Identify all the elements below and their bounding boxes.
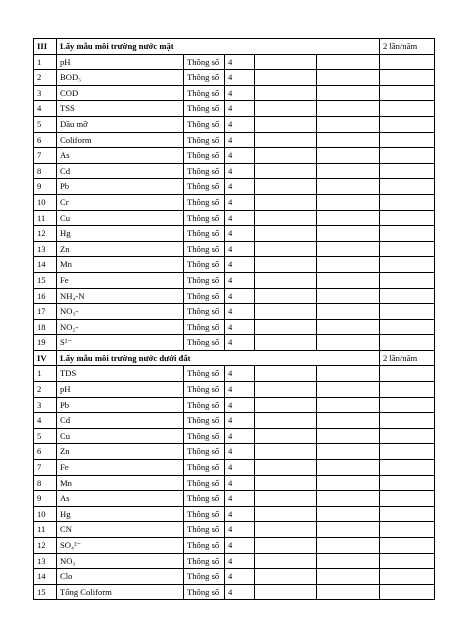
row-number: 7 <box>34 148 57 164</box>
empty-cell <box>317 444 380 460</box>
empty-cell <box>380 506 435 522</box>
empty-cell <box>317 522 380 538</box>
row-number: 5 <box>34 116 57 132</box>
table-row <box>34 288 435 304</box>
empty-cell <box>380 272 435 288</box>
empty-cell <box>255 210 317 226</box>
empty-cell <box>317 85 380 101</box>
quantity-cell: 4 <box>225 569 255 585</box>
empty-cell <box>255 553 317 569</box>
empty-cell <box>317 163 380 179</box>
row-number: 5 <box>34 428 57 444</box>
quantity-cell: 4 <box>225 210 255 226</box>
empty-cell <box>317 569 380 585</box>
parameter-name: Cu <box>57 210 184 226</box>
row-number: 18 <box>34 319 57 335</box>
empty-cell <box>255 179 317 195</box>
table-row <box>34 163 435 179</box>
row-number: 14 <box>34 569 57 585</box>
row-number: 11 <box>34 522 57 538</box>
unit-cell: Thông số <box>184 226 225 242</box>
empty-cell <box>380 491 435 507</box>
row-number: 3 <box>34 397 57 413</box>
table-row <box>34 413 435 429</box>
quantity-cell: 4 <box>225 506 255 522</box>
table-row <box>34 491 435 507</box>
quantity-cell: 4 <box>225 319 255 335</box>
empty-cell <box>380 226 435 242</box>
empty-cell <box>255 101 317 117</box>
unit-cell: Thông số <box>184 272 225 288</box>
quantity-cell: 4 <box>225 444 255 460</box>
unit-cell: Thông số <box>184 101 225 117</box>
empty-cell <box>255 70 317 86</box>
row-number: 2 <box>34 382 57 398</box>
table-row <box>34 397 435 413</box>
empty-cell <box>317 382 380 398</box>
empty-cell <box>380 428 435 444</box>
empty-cell <box>255 506 317 522</box>
quantity-cell: 4 <box>225 148 255 164</box>
parameter-name: NH₄-N <box>57 288 184 304</box>
unit-cell: Thông số <box>184 460 225 476</box>
empty-cell <box>317 366 380 382</box>
empty-cell <box>317 475 380 491</box>
empty-cell <box>380 413 435 429</box>
unit-cell: Thông số <box>184 288 225 304</box>
empty-cell <box>317 257 380 273</box>
parameter-name: Hg <box>57 506 184 522</box>
empty-cell <box>380 584 435 600</box>
quantity-cell: 4 <box>225 132 255 148</box>
row-number: 3 <box>34 85 57 101</box>
empty-cell <box>255 584 317 600</box>
row-number: 6 <box>34 444 57 460</box>
section-title: Lấy mẫu môi trường nước mặt <box>57 39 380 55</box>
row-number: 1 <box>34 366 57 382</box>
empty-cell <box>380 257 435 273</box>
unit-cell: Thông số <box>184 491 225 507</box>
table-row <box>34 428 435 444</box>
empty-cell <box>255 569 317 585</box>
empty-cell <box>255 148 317 164</box>
row-number: 7 <box>34 460 57 476</box>
unit-cell: Thông số <box>184 116 225 132</box>
unit-cell: Thông số <box>184 179 225 195</box>
row-number: 12 <box>34 538 57 554</box>
unit-cell: Thông số <box>184 584 225 600</box>
empty-cell <box>255 366 317 382</box>
row-number: 15 <box>34 272 57 288</box>
quantity-cell: 4 <box>225 179 255 195</box>
table-row <box>34 85 435 101</box>
table-row <box>34 366 435 382</box>
quantity-cell: 4 <box>225 101 255 117</box>
row-number: 4 <box>34 101 57 117</box>
row-number: 10 <box>34 194 57 210</box>
parameter-name: pH <box>57 54 184 70</box>
row-number: 16 <box>34 288 57 304</box>
parameter-name: Fe <box>57 272 184 288</box>
parameter-name: Pb <box>57 397 184 413</box>
section-number: IV <box>34 350 57 366</box>
table-row <box>34 272 435 288</box>
parameter-name: Hg <box>57 226 184 242</box>
table-row <box>34 382 435 398</box>
table-row <box>34 101 435 117</box>
unit-cell: Thông số <box>184 382 225 398</box>
empty-cell <box>317 116 380 132</box>
empty-cell <box>255 226 317 242</box>
parameter-name: pH <box>57 382 184 398</box>
empty-cell <box>380 304 435 320</box>
empty-cell <box>317 241 380 257</box>
section-number: III <box>34 39 57 55</box>
parameter-name: NO₂- <box>57 319 184 335</box>
parameter-name: Zn <box>57 241 184 257</box>
table-row <box>34 226 435 242</box>
empty-cell <box>380 553 435 569</box>
quantity-cell: 4 <box>225 304 255 320</box>
table-row <box>34 475 435 491</box>
empty-cell <box>380 397 435 413</box>
row-number: 8 <box>34 163 57 179</box>
empty-cell <box>380 241 435 257</box>
table-row <box>34 70 435 86</box>
unit-cell: Thông số <box>184 194 225 210</box>
quantity-cell: 4 <box>225 460 255 476</box>
table-row <box>34 584 435 600</box>
quantity-cell: 4 <box>225 538 255 554</box>
unit-cell: Thông số <box>184 54 225 70</box>
unit-cell: Thông số <box>184 538 225 554</box>
row-number: 11 <box>34 210 57 226</box>
empty-cell <box>317 101 380 117</box>
empty-cell <box>380 148 435 164</box>
table-row <box>34 54 435 70</box>
parameter-name: NO₃ <box>57 553 184 569</box>
row-number: 19 <box>34 335 57 351</box>
table-row <box>34 522 435 538</box>
empty-cell <box>317 397 380 413</box>
empty-cell <box>380 132 435 148</box>
unit-cell: Thông số <box>184 366 225 382</box>
table-row <box>34 569 435 585</box>
unit-cell: Thông số <box>184 132 225 148</box>
empty-cell <box>380 475 435 491</box>
table-row <box>34 538 435 554</box>
quantity-cell: 4 <box>225 475 255 491</box>
empty-cell <box>317 194 380 210</box>
empty-cell <box>380 210 435 226</box>
empty-cell <box>380 116 435 132</box>
parameter-name: S²⁻ <box>57 335 184 351</box>
unit-cell: Thông số <box>184 522 225 538</box>
row-number: 9 <box>34 491 57 507</box>
monitoring-table <box>33 38 435 600</box>
empty-cell <box>317 54 380 70</box>
table-row <box>34 257 435 273</box>
empty-cell <box>317 335 380 351</box>
quantity-cell: 4 <box>225 194 255 210</box>
empty-cell <box>380 54 435 70</box>
quantity-cell: 4 <box>225 584 255 600</box>
empty-cell <box>380 335 435 351</box>
empty-cell <box>380 163 435 179</box>
empty-cell <box>380 179 435 195</box>
empty-cell <box>255 538 317 554</box>
unit-cell: Thông số <box>184 428 225 444</box>
empty-cell <box>380 538 435 554</box>
empty-cell <box>317 428 380 444</box>
empty-cell <box>255 475 317 491</box>
table-row <box>34 460 435 476</box>
parameter-name: Tổng Coliform <box>57 584 184 600</box>
empty-cell <box>317 210 380 226</box>
empty-cell <box>255 288 317 304</box>
empty-cell <box>255 335 317 351</box>
parameter-name: CN <box>57 522 184 538</box>
empty-cell <box>317 553 380 569</box>
parameter-name: Clo <box>57 569 184 585</box>
table-row <box>34 506 435 522</box>
row-number: 6 <box>34 132 57 148</box>
empty-cell <box>255 428 317 444</box>
table-row <box>34 116 435 132</box>
quantity-cell: 4 <box>225 366 255 382</box>
quantity-cell: 4 <box>225 397 255 413</box>
parameter-name: BOD₅ <box>57 70 184 86</box>
unit-cell: Thông số <box>184 304 225 320</box>
empty-cell <box>380 319 435 335</box>
empty-cell <box>255 132 317 148</box>
empty-cell <box>317 538 380 554</box>
empty-cell <box>255 460 317 476</box>
unit-cell: Thông số <box>184 553 225 569</box>
empty-cell <box>317 413 380 429</box>
empty-cell <box>317 304 380 320</box>
empty-cell <box>255 397 317 413</box>
row-number: 9 <box>34 179 57 195</box>
parameter-name: TDS <box>57 366 184 382</box>
empty-cell <box>255 272 317 288</box>
table-row <box>34 335 435 351</box>
parameter-name: COD <box>57 85 184 101</box>
empty-cell <box>317 132 380 148</box>
quantity-cell: 4 <box>225 226 255 242</box>
unit-cell: Thông số <box>184 257 225 273</box>
table-row <box>34 319 435 335</box>
quantity-cell: 4 <box>225 70 255 86</box>
empty-cell <box>255 163 317 179</box>
unit-cell: Thông số <box>184 444 225 460</box>
empty-cell <box>255 85 317 101</box>
row-number: 13 <box>34 241 57 257</box>
quantity-cell: 4 <box>225 522 255 538</box>
empty-cell <box>255 304 317 320</box>
empty-cell <box>380 194 435 210</box>
empty-cell <box>317 319 380 335</box>
unit-cell: Thông số <box>184 319 225 335</box>
quantity-cell: 4 <box>225 85 255 101</box>
empty-cell <box>317 226 380 242</box>
table-row <box>34 304 435 320</box>
empty-cell <box>255 54 317 70</box>
empty-cell <box>255 257 317 273</box>
table-row <box>34 132 435 148</box>
parameter-name: Coliform <box>57 132 184 148</box>
unit-cell: Thông số <box>184 241 225 257</box>
section-header-row <box>34 39 435 55</box>
unit-cell: Thông số <box>184 506 225 522</box>
empty-cell <box>317 491 380 507</box>
empty-cell <box>317 70 380 86</box>
row-number: 14 <box>34 257 57 273</box>
empty-cell <box>380 522 435 538</box>
parameter-name: NO₃- <box>57 304 184 320</box>
unit-cell: Thông số <box>184 569 225 585</box>
parameter-name: Cr <box>57 194 184 210</box>
parameter-name: Dầu mỡ <box>57 116 184 132</box>
table-row <box>34 179 435 195</box>
parameter-name: Pb <box>57 179 184 195</box>
row-number: 8 <box>34 475 57 491</box>
quantity-cell: 4 <box>225 413 255 429</box>
parameter-name: Cd <box>57 163 184 179</box>
empty-cell <box>255 116 317 132</box>
empty-cell <box>317 506 380 522</box>
quantity-cell: 4 <box>225 116 255 132</box>
quantity-cell: 4 <box>225 491 255 507</box>
empty-cell <box>255 319 317 335</box>
empty-cell <box>255 444 317 460</box>
unit-cell: Thông số <box>184 210 225 226</box>
quantity-cell: 4 <box>225 272 255 288</box>
unit-cell: Thông số <box>184 335 225 351</box>
empty-cell <box>317 584 380 600</box>
empty-cell <box>317 272 380 288</box>
unit-cell: Thông số <box>184 475 225 491</box>
row-number: 10 <box>34 506 57 522</box>
empty-cell <box>380 382 435 398</box>
quantity-cell: 4 <box>225 382 255 398</box>
empty-cell <box>255 491 317 507</box>
empty-cell <box>317 288 380 304</box>
table-row <box>34 241 435 257</box>
empty-cell <box>317 148 380 164</box>
quantity-cell: 4 <box>225 553 255 569</box>
unit-cell: Thông số <box>184 148 225 164</box>
parameter-name: Cu <box>57 428 184 444</box>
empty-cell <box>380 569 435 585</box>
unit-cell: Thông số <box>184 163 225 179</box>
parameter-name: As <box>57 491 184 507</box>
parameter-name: As <box>57 148 184 164</box>
parameter-name: Zn <box>57 444 184 460</box>
quantity-cell: 4 <box>225 257 255 273</box>
quantity-cell: 4 <box>225 241 255 257</box>
unit-cell: Thông số <box>184 413 225 429</box>
empty-cell <box>255 194 317 210</box>
section-frequency: 2 lần/năm <box>380 350 435 366</box>
section-header-row <box>34 350 435 366</box>
table-row <box>34 553 435 569</box>
parameter-name: SO₄²⁻ <box>57 538 184 554</box>
empty-cell <box>255 241 317 257</box>
row-number: 4 <box>34 413 57 429</box>
empty-cell <box>380 101 435 117</box>
empty-cell <box>317 179 380 195</box>
parameter-name: Cd <box>57 413 184 429</box>
empty-cell <box>255 382 317 398</box>
empty-cell <box>380 85 435 101</box>
section-title: Lấy mẫu môi trường nước dưới đất <box>57 350 380 366</box>
empty-cell <box>380 288 435 304</box>
row-number: 17 <box>34 304 57 320</box>
quantity-cell: 4 <box>225 428 255 444</box>
row-number: 2 <box>34 70 57 86</box>
table-row <box>34 444 435 460</box>
quantity-cell: 4 <box>225 288 255 304</box>
table-row <box>34 210 435 226</box>
empty-cell <box>255 522 317 538</box>
parameter-name: Fe <box>57 460 184 476</box>
quantity-cell: 4 <box>225 335 255 351</box>
empty-cell <box>317 460 380 476</box>
table-body <box>34 39 435 600</box>
unit-cell: Thông số <box>184 85 225 101</box>
parameter-name: Mn <box>57 475 184 491</box>
empty-cell <box>380 366 435 382</box>
unit-cell: Thông số <box>184 70 225 86</box>
unit-cell: Thông số <box>184 397 225 413</box>
empty-cell <box>380 70 435 86</box>
parameter-name: TSS <box>57 101 184 117</box>
quantity-cell: 4 <box>225 54 255 70</box>
table-row <box>34 148 435 164</box>
row-number: 13 <box>34 553 57 569</box>
empty-cell <box>380 444 435 460</box>
section-frequency: 2 lần/năm <box>380 39 435 55</box>
quantity-cell: 4 <box>225 163 255 179</box>
table-row <box>34 194 435 210</box>
row-number: 15 <box>34 584 57 600</box>
row-number: 12 <box>34 226 57 242</box>
parameter-name: Mn <box>57 257 184 273</box>
empty-cell <box>255 413 317 429</box>
row-number: 1 <box>34 54 57 70</box>
empty-cell <box>380 460 435 476</box>
